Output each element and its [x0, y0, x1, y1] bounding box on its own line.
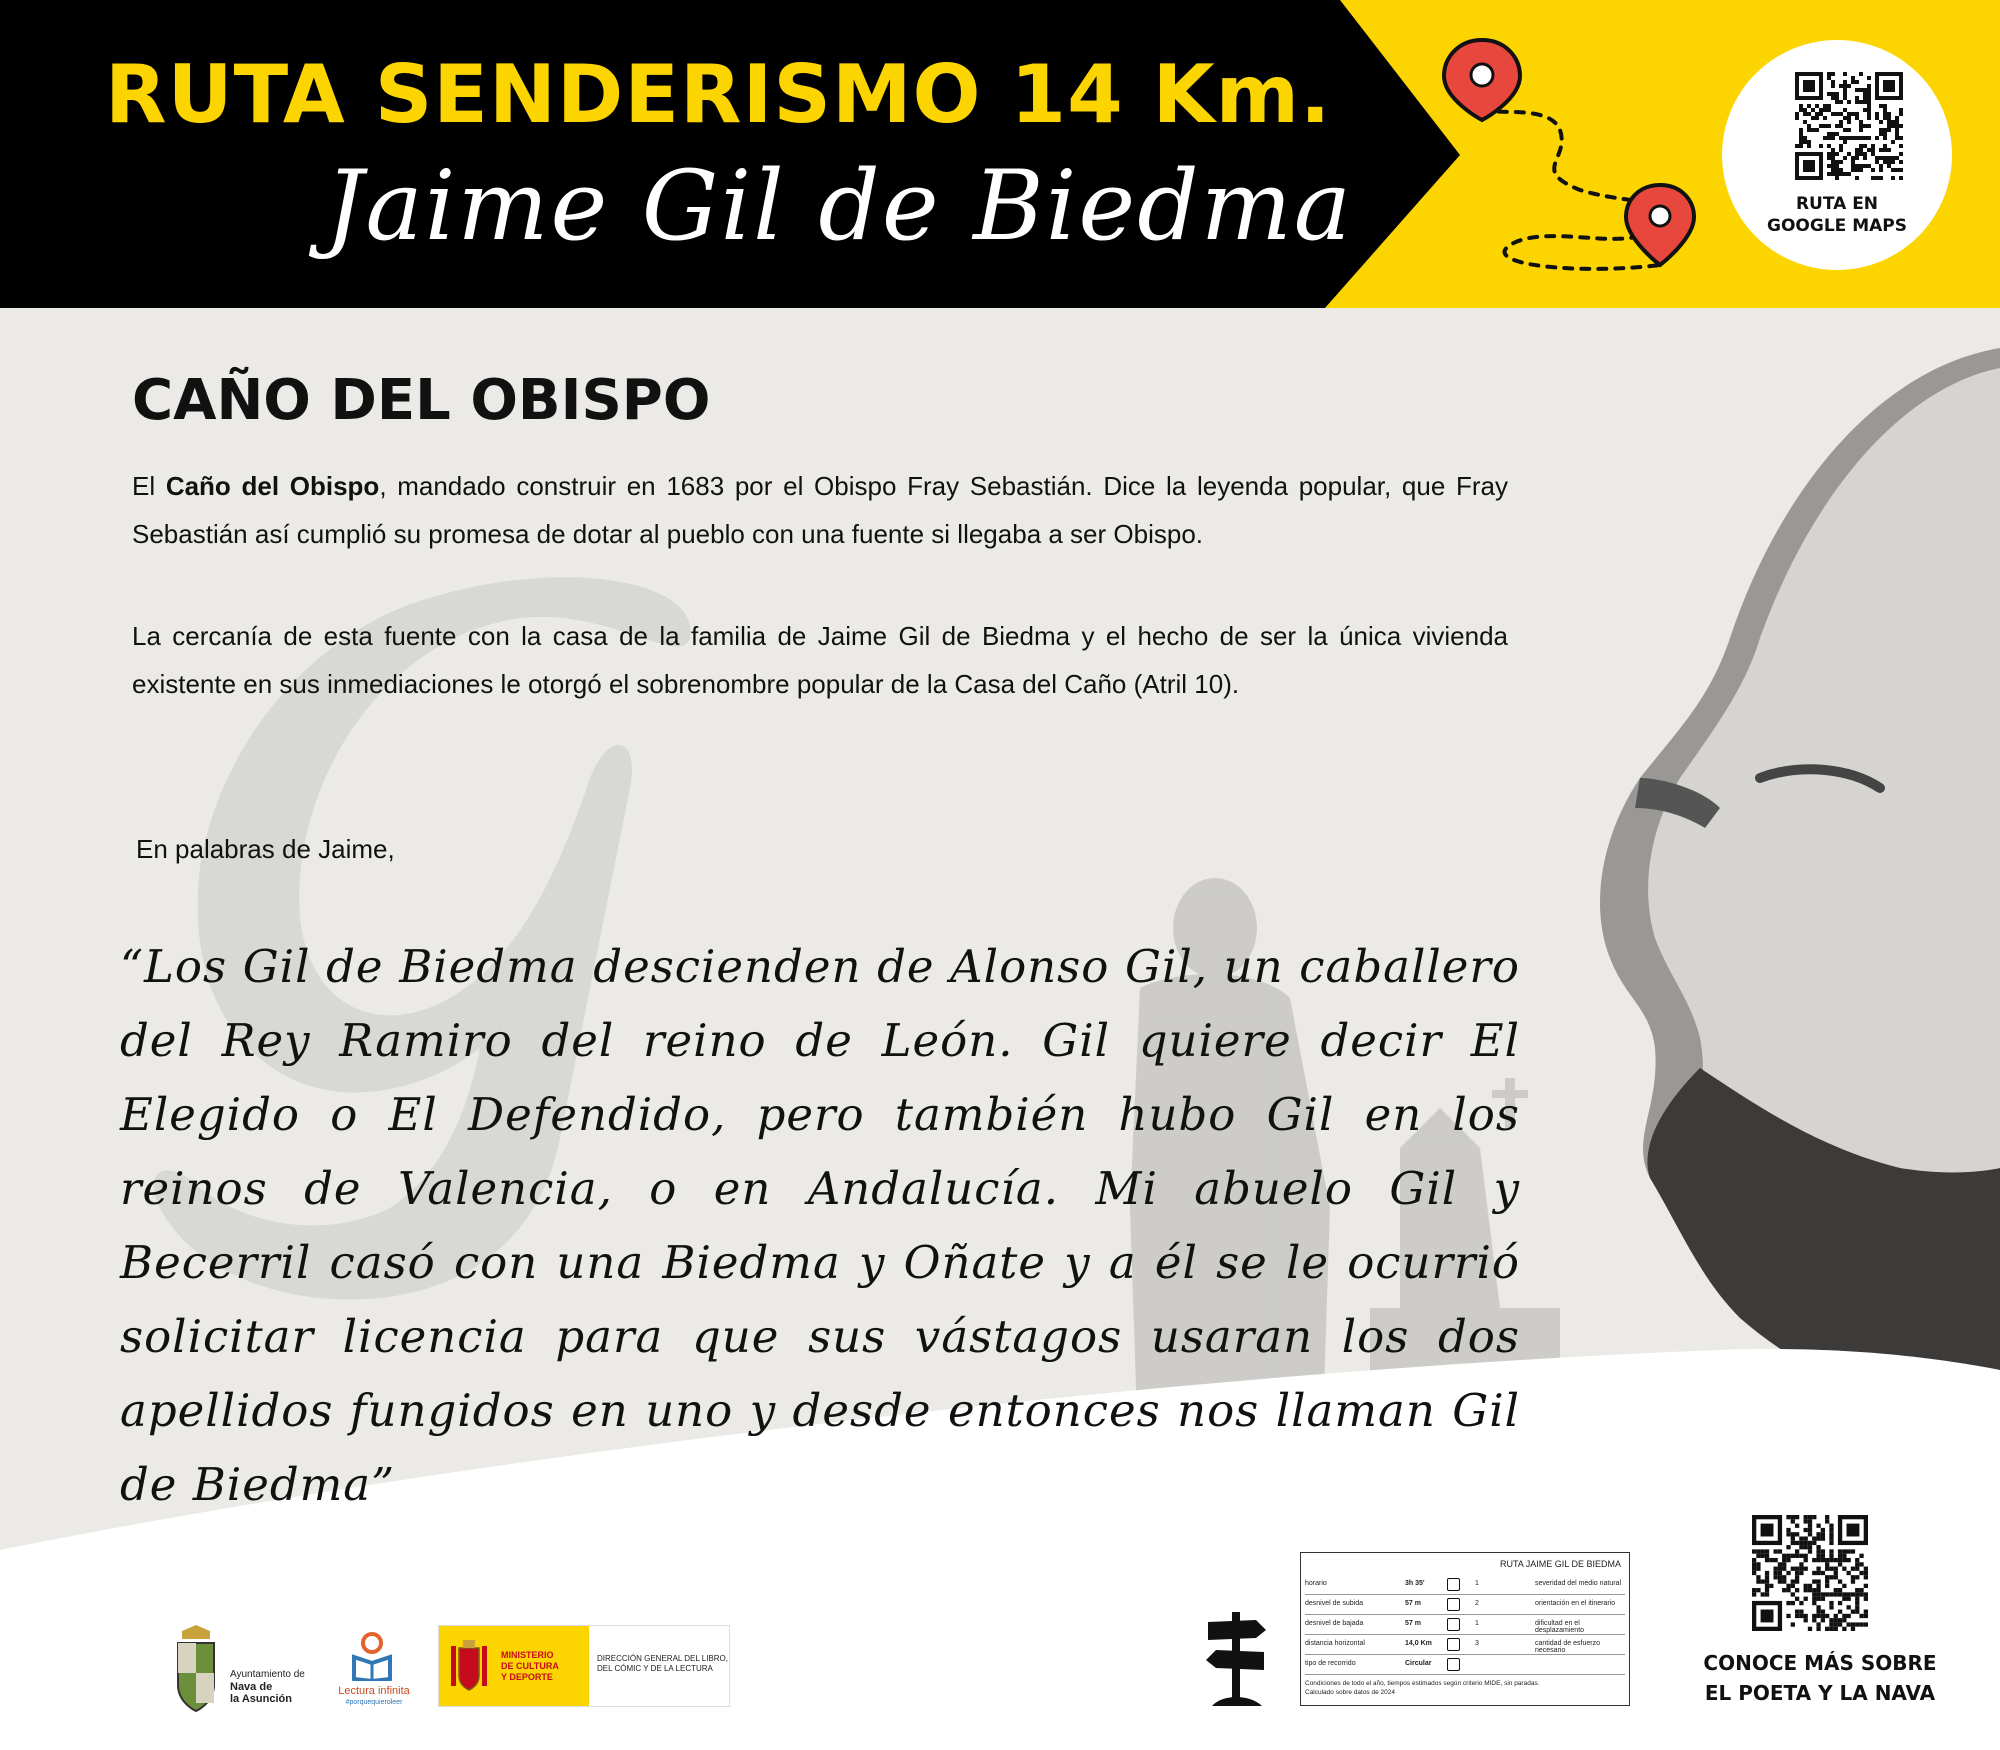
signpost-icon [1202, 1608, 1272, 1708]
mide-row-desc: dificultad en el desplazamiento [1535, 1620, 1585, 1634]
paragraph-2: La cercanía de esta fuente con la casa de la familia de Jaime Gil de Biedma y el hecho de ser la única vivienda existente en sus inmediaciones le otorgó el sobrenombre popular de la Casa del Caño (Atril 10). [132, 621, 1508, 699]
qr-code-icon[interactable] [1752, 1515, 1868, 1631]
route-title: RUTA SENDERISMO 14 Km. [105, 48, 1332, 141]
section-title: CAÑO DEL OBISPO [132, 368, 711, 433]
mide-symbol-icon [1447, 1618, 1460, 1631]
poet-portrait [1600, 348, 2000, 1410]
quote-intro: En palabras de Jaime, [136, 834, 395, 864]
mide-row-desc: severidad del medio natural [1535, 1580, 1621, 1587]
sponsor-logos [170, 1625, 730, 1715]
ministerio-logo [438, 1625, 730, 1707]
mide-row [1305, 1615, 1625, 1635]
mide-row-desc: cantidad de esfuerzo necesario [1535, 1640, 1600, 1654]
paragraph-1: El Caño del Obispo, mandado construir en 1683 por el Obispo Fray Sebastián. Dice la leyenda popular, que Fray Sebastián así cumplió su promesa de dotar al pueblo con una fuente si llegaba a ser Obispo. [132, 471, 1508, 549]
lectura-book-icon [350, 1631, 394, 1681]
spain-coat-of-arms-icon [449, 1638, 489, 1694]
poet-quote: “Los Gil de Biedma descienden de Alonso Gil, un caballero del Rey Ramiro del reino de León. Gil quiere decir El Elegido o El Defendido, pero también hubo Gil en los reinos de Valencia, o en Andalucía. Mi abuelo Gil y Becerril casó con una Biedma y Oñate y a él se le ocurrió solicitar licencia para que sus vástagos usaran los dos apellidos fungidos en uno y desde entonces nos llaman Gil de Biedma” [120, 940, 1520, 1511]
map-pin-icon [1626, 185, 1694, 265]
mide-row-value: Circular [1405, 1660, 1432, 1667]
mide-row-level: 3 [1475, 1640, 1479, 1647]
lectura-logo-text: Lectura infinita #porquequieroleer [338, 1685, 410, 1706]
mide-row-label: distancia horizontal [1305, 1640, 1365, 1647]
mide-row [1305, 1595, 1625, 1615]
mide-row-label: horario [1305, 1580, 1327, 1587]
mide-row-value: 14,0 Km [1405, 1640, 1432, 1647]
mide-row-level: 1 [1475, 1580, 1479, 1587]
mide-symbol-icon [1447, 1658, 1460, 1671]
mide-row-value: 3h 35' [1405, 1580, 1425, 1587]
mide-row-value: 57 m [1405, 1620, 1421, 1627]
mide-row-label: desnivel de subida [1305, 1600, 1363, 1607]
mide-symbol-icon [1447, 1598, 1460, 1611]
mide-row-label: desnivel de bajada [1305, 1620, 1364, 1627]
mide-notes: Condiciones de todo el año, tiempos estimados según criterio MIDE, sin paradas. Calculado sobre datos de 2024 [1305, 1680, 1540, 1696]
direccion-text: DIRECCIÓN GENERAL DEL LIBRO, DEL CÓMIC Y DE LA LECTURA [597, 1654, 728, 1673]
map-pin-icon [1444, 40, 1520, 120]
route-map-icon [1430, 20, 1720, 280]
qr-code-icon[interactable] [1795, 72, 1903, 180]
mide-title: RUTA JAIME GIL DE BIEDMA [1499, 1559, 1621, 1569]
mide-row-desc: orientación en el itinerario [1535, 1600, 1616, 1607]
mide-row [1305, 1575, 1625, 1595]
coat-of-arms-icon [174, 1625, 218, 1715]
qr-label: RUTA EN GOOGLE MAPS [1767, 194, 1907, 236]
ministerio-text: MINISTERIO DE CULTURA Y DEPORTE [501, 1650, 559, 1682]
more-info-label: CONOCE MÁS SOBRE EL POETA Y LA NAVA [1703, 1651, 1937, 1705]
ayuntamiento-logo-text: Ayuntamiento de Nava de la Asunción [230, 1669, 305, 1705]
mide-row-level: 1 [1475, 1620, 1479, 1627]
mide-row-label: tipo de recorrido [1305, 1660, 1356, 1667]
mide-info-table [1300, 1552, 1630, 1706]
poet-name-script: Jaime Gil de Biedma [325, 150, 1353, 262]
mide-symbol-icon [1447, 1578, 1460, 1591]
mide-row-value: 57 m [1405, 1600, 1421, 1607]
mide-row [1305, 1635, 1625, 1655]
mide-symbol-icon [1447, 1638, 1460, 1651]
mide-row-level: 2 [1475, 1600, 1479, 1607]
mide-row [1305, 1655, 1625, 1675]
